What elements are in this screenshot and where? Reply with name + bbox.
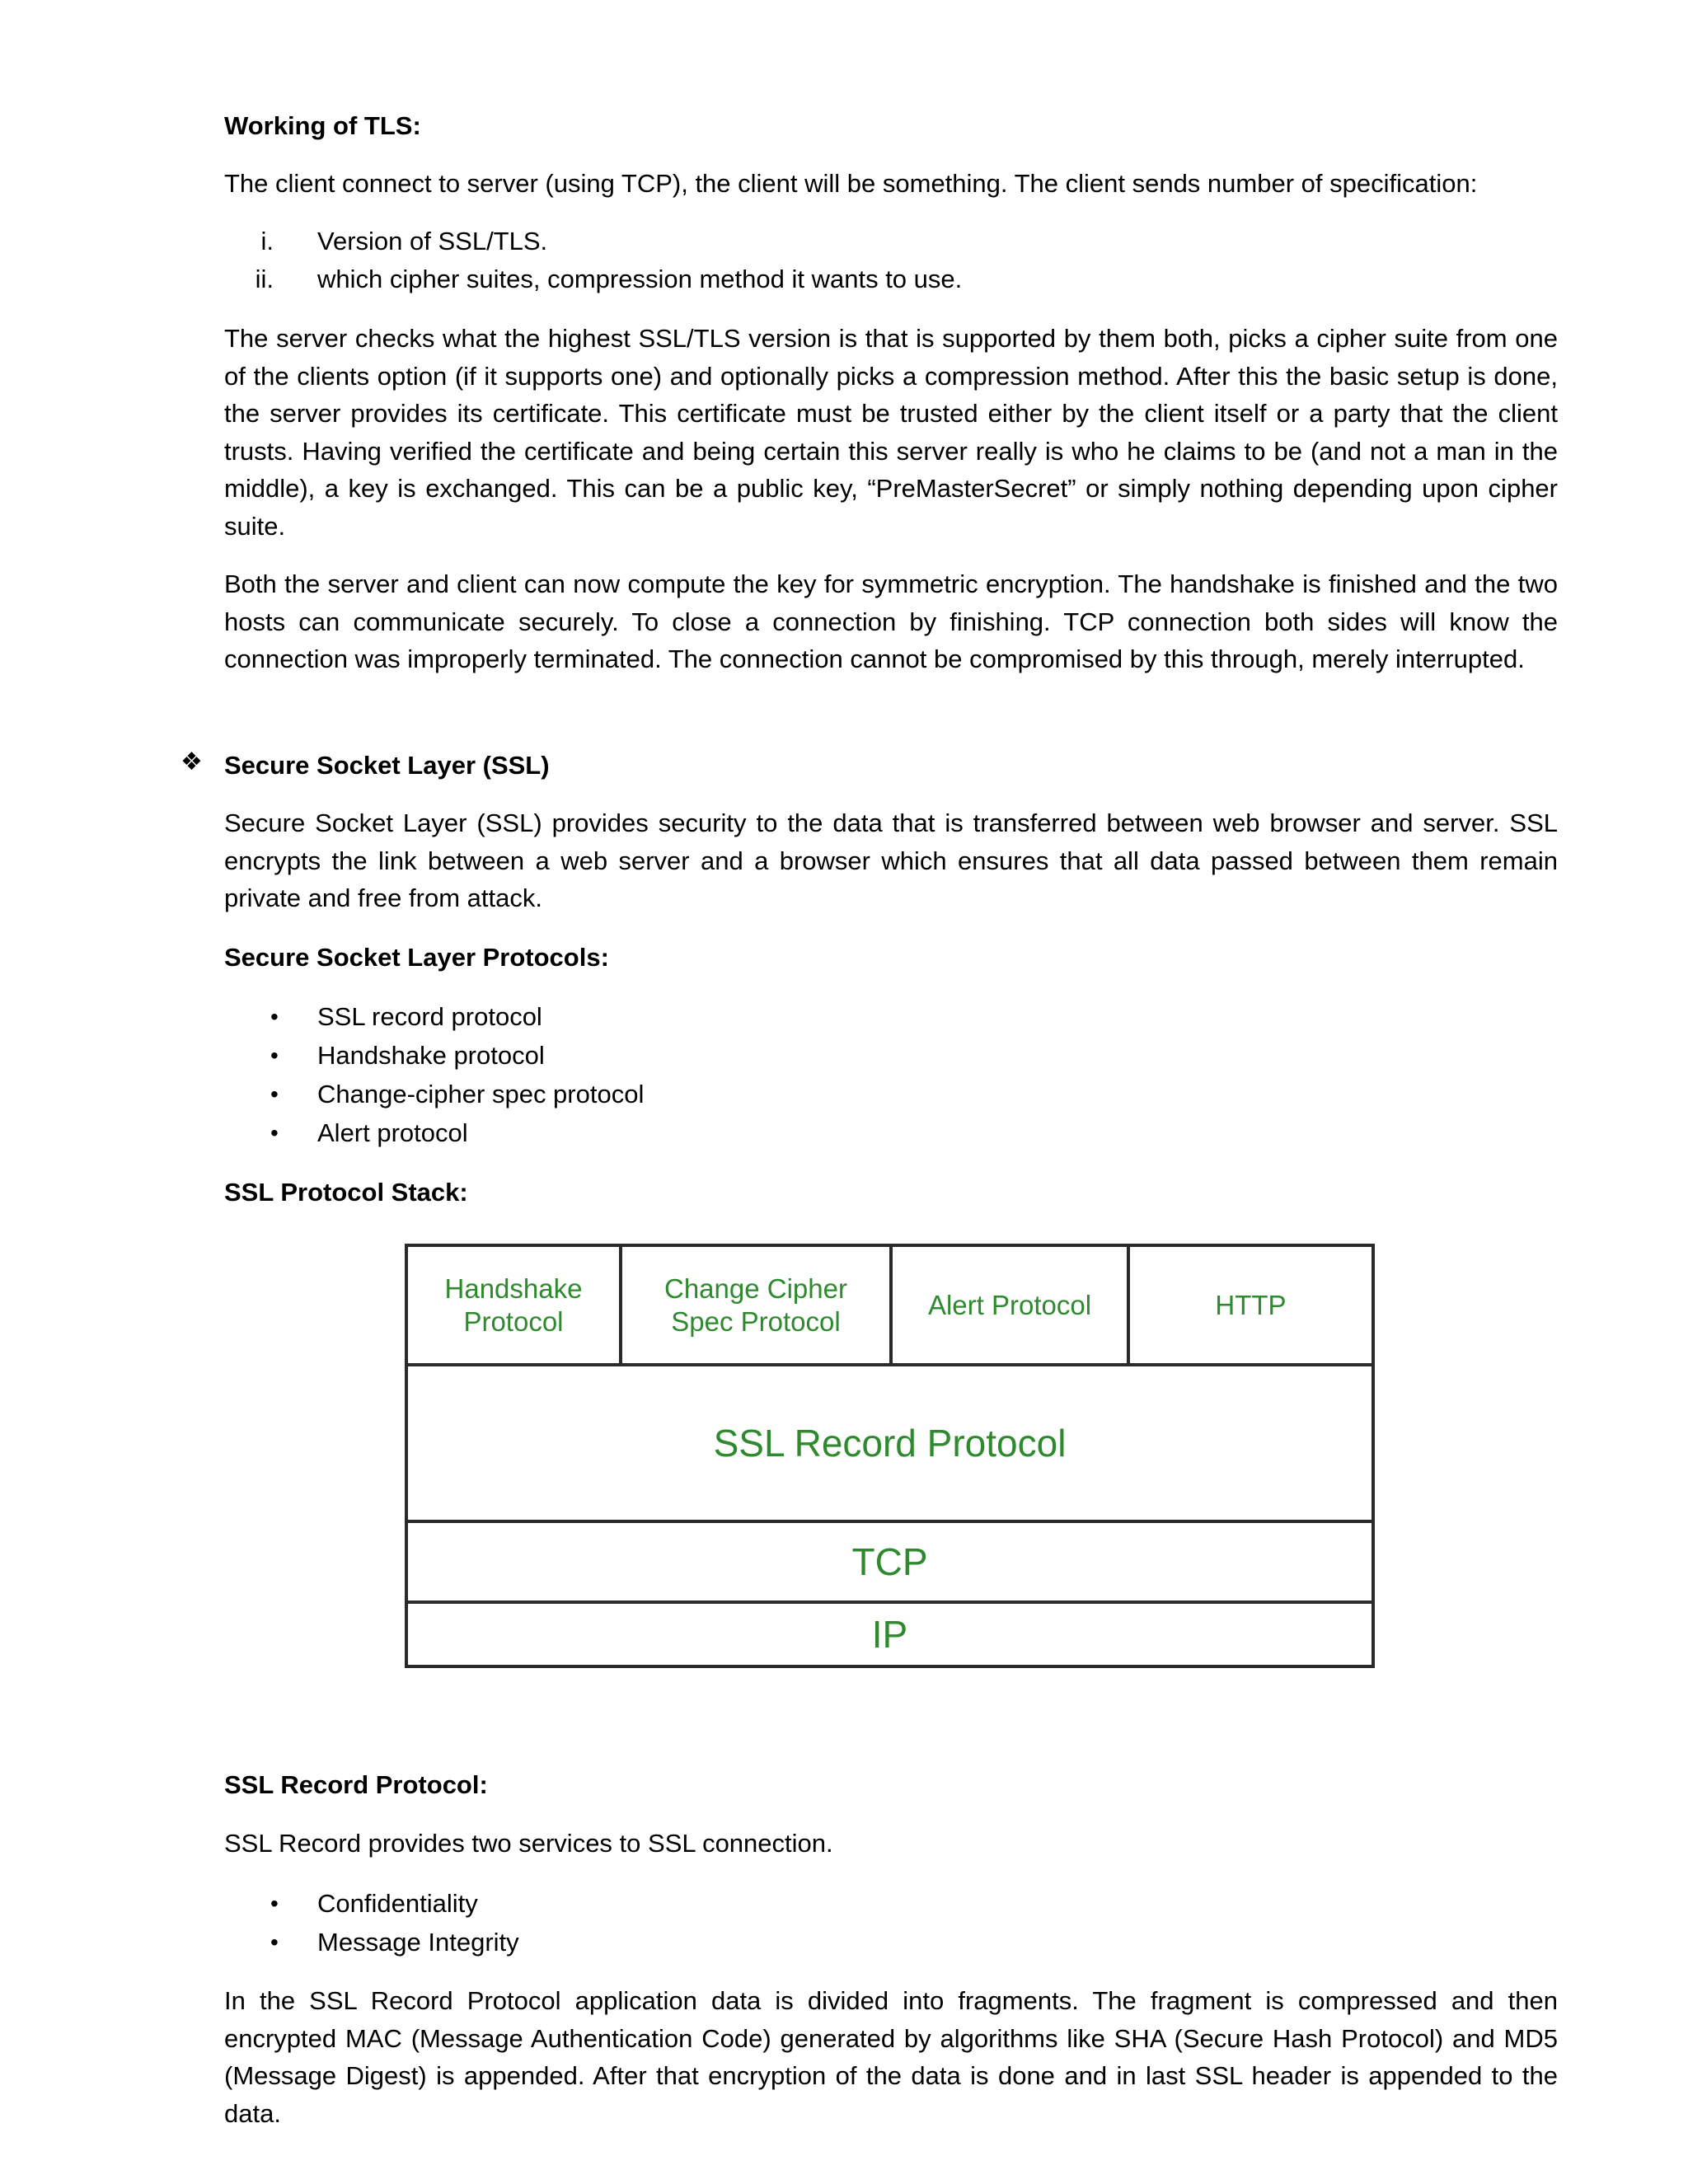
list-item-text: SSL record protocol bbox=[317, 1002, 542, 1031]
bullet-icon: • bbox=[270, 1081, 279, 1107]
ssl-protocol-stack-diagram bbox=[405, 1244, 1375, 1668]
list-item-text: Message Integrity bbox=[317, 1928, 519, 1957]
list-item-text: Version of SSL/TLS. bbox=[317, 227, 548, 255]
bullet-icon: • bbox=[270, 1929, 279, 1955]
list-item bbox=[224, 1884, 519, 1923]
diagram-cell-http: HTTP bbox=[1215, 1289, 1287, 1320]
tls-spec-list bbox=[224, 223, 962, 298]
bullet-icon: • bbox=[270, 1043, 279, 1068]
record-description-paragraph: In the SSL Record Protocol application data is divided into fragments. The fragment is compressed and then encrypted MAC (Message Authentication Code) generated by algorithms like SHA (Secure Hash Protocol) and MD5 (Message Digest) is appended. After that encryption of the data is done and in last SSL header is appended to the data. bbox=[224, 1986, 1558, 2128]
list-item bbox=[224, 1036, 644, 1075]
diagram-cell-handshake: Handshake Protocol bbox=[408, 1247, 622, 1363]
list-item bbox=[224, 1075, 644, 1113]
list-marker: i. bbox=[260, 227, 274, 255]
diagram-ip-layer: IP bbox=[871, 1613, 908, 1656]
ssl-heading: Secure Socket Layer (SSL) bbox=[224, 751, 550, 780]
diagram-cell-alert: Alert Protocol bbox=[893, 1247, 1130, 1363]
list-item-text: Alert protocol bbox=[317, 1118, 468, 1147]
ssl-protocols-list bbox=[224, 997, 644, 1152]
diagram-cell-change-cipher: Change Cipher Spec Protocol bbox=[622, 1247, 893, 1363]
list-item bbox=[224, 223, 962, 260]
diamond-bullet-icon: ❖ bbox=[181, 748, 203, 776]
diagram-record-layer: SSL Record Protocol bbox=[408, 1366, 1372, 1523]
list-item-text: Change-cipher spec protocol bbox=[317, 1080, 645, 1108]
list-marker: ii. bbox=[255, 265, 274, 293]
list-item bbox=[224, 1113, 644, 1152]
tls-intro-paragraph: The client connect to server (using TCP), the client will be something. The client sends number of specification: bbox=[224, 169, 1478, 198]
bullet-icon: • bbox=[270, 1120, 279, 1146]
tls-server-paragraph: The server checks what the highest SSL/TLS version is that is supported by them both, picks a cipher suite from one of the clients option (if it supports one) and optionally picks a compression method. After this the basic setup is done, the server provides its certificate. This certificate must be trusted either by the client itself or a party that the client trusts. Having verified the certificate and being certain this server really is who he claims to be (and not a man in the middle), a key is exchanged. This can be a public key, “PreMasterSecret” or simply nothing depending upon cipher suite. bbox=[224, 324, 1558, 541]
ssl-description-paragraph: Secure Socket Layer (SSL) provides security to the data that is transferred between web browser and server. SSL encrypts the link between a web server and a browser which ensures that all data passed between them remain private and free from attack. bbox=[224, 808, 1558, 912]
record-services-list bbox=[224, 1884, 519, 1961]
list-item bbox=[224, 997, 644, 1036]
diagram-tcp-layer: TCP bbox=[408, 1523, 1372, 1604]
list-item bbox=[224, 260, 962, 298]
list-item-text: Confidentiality bbox=[317, 1889, 478, 1918]
bullet-icon: • bbox=[270, 1891, 279, 1916]
list-item-text: which cipher suites, compression method it wants to use. bbox=[317, 265, 963, 293]
ssl-protocols-heading: Secure Socket Layer Protocols: bbox=[224, 943, 609, 972]
list-item bbox=[224, 1923, 519, 1961]
bullet-icon: • bbox=[270, 1004, 279, 1029]
record-intro-paragraph: SSL Record provides two services to SSL connection. bbox=[224, 1829, 833, 1858]
tls-handshake-paragraph: Both the server and client can now compute the key for symmetric encryption. The handshake is finished and the two hosts can communicate securely. To close a connection by finishing. TCP connection both sides will know the connection was improperly terminated. The connection cannot be compromised by this through, merely interrupted. bbox=[224, 569, 1558, 673]
tls-heading: Working of TLS: bbox=[224, 111, 421, 140]
list-item-text: Handshake protocol bbox=[317, 1041, 545, 1070]
ssl-stack-heading: SSL Protocol Stack: bbox=[224, 1178, 468, 1207]
record-heading: SSL Record Protocol: bbox=[224, 1770, 488, 1799]
diagram-top-row bbox=[408, 1247, 1372, 1366]
